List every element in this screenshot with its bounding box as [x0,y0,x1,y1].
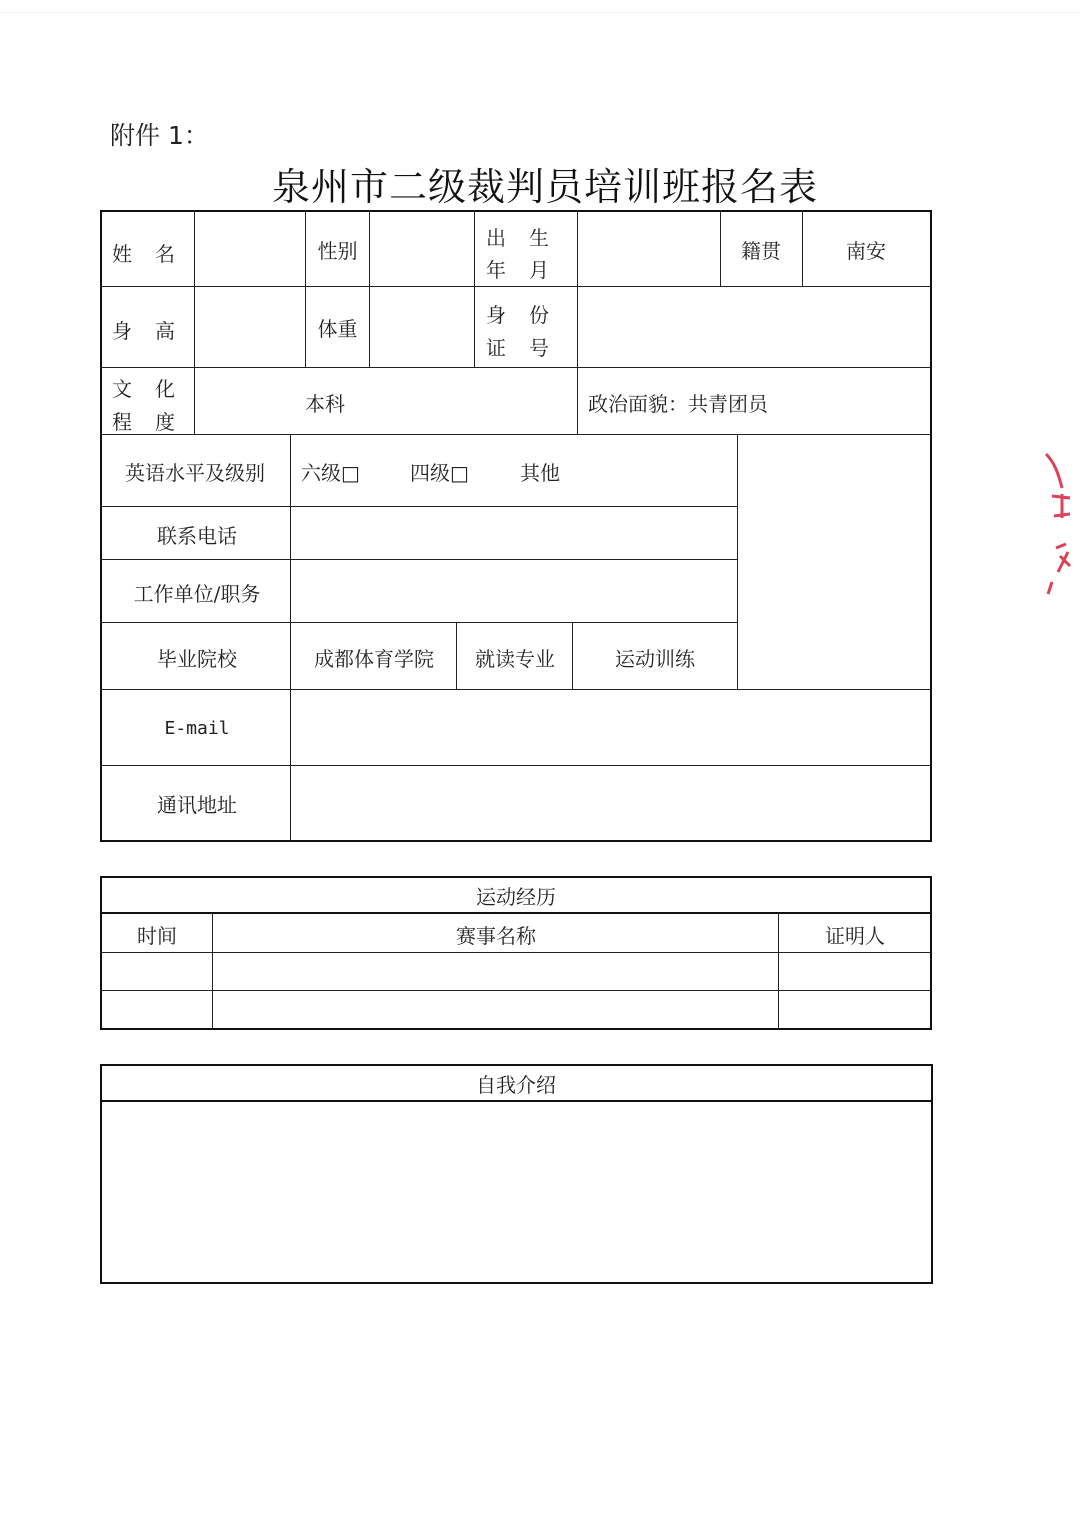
scan-top-edge [0,12,1080,13]
birth-label-3: 年 [486,257,506,282]
political-status[interactable]: 政治面貌：共青团员 [588,391,768,416]
history-row-2-event[interactable] [214,992,776,1028]
email-label: E-mail [164,718,230,739]
self-intro-field[interactable] [102,1103,930,1281]
name-field[interactable] [196,212,303,285]
gender-field[interactable] [371,212,473,285]
address-field[interactable] [292,767,928,839]
id-number-field[interactable] [579,288,928,366]
weight-field[interactable] [371,288,473,366]
birth-label-2: 生 [529,225,549,250]
gender-label: 性别 [317,238,358,263]
photo-area [739,436,928,688]
english-level-label: 英语水平及级别 [125,461,265,485]
self-intro-header: 自我介绍 [476,1073,556,1097]
work-field[interactable] [292,561,736,621]
education-label-3: 程 [112,409,132,434]
height-label-2: 高 [155,318,175,343]
phone-label: 联系电话 [157,523,237,548]
birth-date-field[interactable] [579,212,719,285]
name-label-2: 名 [155,241,175,266]
id-label-3: 证 [486,335,506,360]
birth-label-1: 出 [486,225,506,250]
form-title: 泉州市二级裁判员培训班报名表 [271,165,818,209]
school-label: 毕业院校 [157,646,237,671]
height-field[interactable] [196,288,303,366]
email-field[interactable] [292,691,928,764]
id-label-4: 号 [529,335,549,360]
height-label-1: 身 [112,318,132,343]
major-value[interactable]: 运动训练 [615,646,695,671]
history-row-2-time[interactable] [102,992,210,1028]
col-witness-header: 证明人 [825,923,885,948]
history-row-1-time[interactable] [102,954,210,989]
education-value[interactable]: 本科 [305,391,345,416]
phone-field[interactable] [292,508,736,558]
sports-history-header: 运动经历 [476,885,556,909]
education-label-2: 化 [155,376,175,401]
major-label: 就读专业 [475,646,555,671]
english-option-cet6[interactable]: 六级□ [301,461,360,485]
education-label-1: 文 [112,376,132,401]
attachment-label: 附件 1： [110,121,209,150]
english-option-other[interactable]: 其他 [520,461,560,485]
work-label: 工作单位/职务 [133,581,261,606]
id-label-1: 身 [486,302,506,327]
history-row-2-witness[interactable] [780,992,928,1028]
name-label-1: 姓 [112,241,132,266]
native-place-label: 籍贯 [741,238,781,263]
id-label-2: 份 [529,302,549,327]
weight-label: 体重 [317,317,358,341]
school-value[interactable]: 成都体育学院 [314,646,434,671]
english-option-cet4[interactable]: 四级□ [410,461,469,485]
col-time-header: 时间 [137,923,177,948]
native-place-value[interactable]: 南安 [846,238,886,263]
education-label-4: 度 [155,409,175,434]
seal-stamp-fragment [1040,448,1080,598]
birth-label-4: 月 [529,257,549,282]
col-event-header: 赛事名称 [456,923,536,948]
history-row-1-witness[interactable] [780,954,928,989]
address-label: 通讯地址 [157,793,237,817]
history-row-1-event[interactable] [214,954,776,989]
